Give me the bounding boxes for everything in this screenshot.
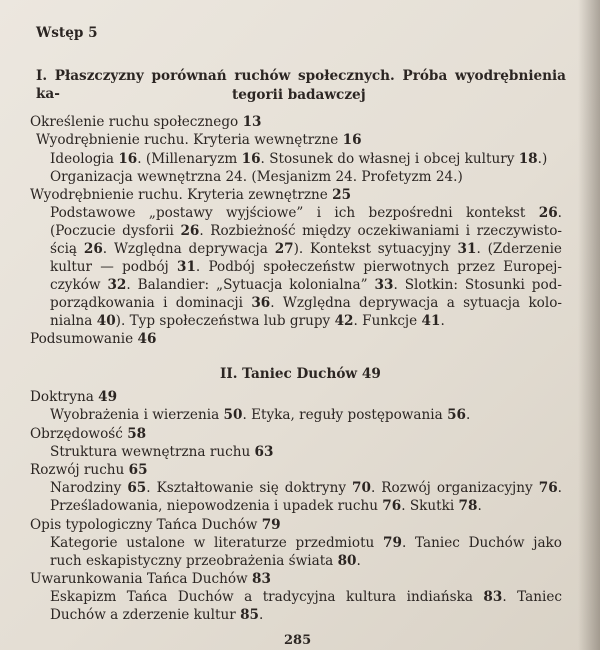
toc-subentry: czyków 32. Balandier: „Sytuacja kolonialna” 33. Slotkin: Stosunki pod- [50, 277, 562, 293]
toc-subentry: porządkowania i dominacji 36. Względna deprywacja a sytuacja kolo- [50, 295, 562, 311]
toc-entry: Wyodrębnienie ruchu. Kryteria wewnętrzne 16 [36, 132, 362, 148]
toc-subentry: Podstawowe „postawy wyjściowe” i ich bezpośredni kontekst 26. [50, 205, 562, 221]
toc-subentry: ścią 26. Względna deprywacja 27). Kontekst sytuacyjny 31. (Zderzenie [50, 241, 562, 257]
toc-subentry: Organizacja wewnętrzna 24. (Mesjanizm 24. Profetyzm 24.) [50, 169, 463, 185]
toc-subentry: Eskapizm Tańca Duchów a tradycyjna kultura indiańska 83. Taniec [50, 589, 563, 605]
page-number: 285 [284, 633, 312, 648]
toc-entry: Uwarunkowania Tańca Duchów 83 [30, 571, 271, 587]
toc-subentry: (Poczucie dysforii 26. Rozbieżność między oczekiwaniami i rzeczywisto- [50, 223, 562, 239]
toc-entry: Obrzędowość 58 [30, 426, 147, 442]
toc-subentry: Prześladowania, niepowodzenia i upadek ruchu 76. Skutki 78. [50, 498, 482, 514]
page-edge-shadow [578, 0, 600, 650]
chapter-2-title: II. Taniec Duchów 49 [220, 366, 381, 382]
toc-subentry: Struktura wewnętrzna ruchu 63 [50, 444, 274, 460]
toc-entry: Podsumowanie 46 [30, 331, 157, 347]
toc-entry: Wyodrębnienie ruchu. Kryteria zewnętrzne 25 [30, 187, 352, 203]
toc-subentry: kultur — podbój 31. Podbój społeczeństw pierwotnych przez Europej- [50, 259, 562, 275]
chapter-1-title-cont: tegorii badawczej [232, 87, 366, 103]
toc-subentry: nialna 40). Typ społeczeństwa lub grupy 42. Funkcje 41. [50, 313, 445, 329]
toc-subentry: Duchów a zderzenie kultur 85. [50, 607, 264, 623]
toc-entry: Opis typologiczny Tańca Duchów 79 [30, 517, 281, 533]
toc-subentry: ruch eskapistyczny przeobrażenia świata 80. [50, 553, 361, 569]
toc-intro: Wstęp 5 [36, 25, 98, 41]
toc-entry: Określenie ruchu społecznego 13 [30, 114, 262, 130]
toc-subentry: Wyobrażenia i wierzenia 50. Etyka, reguły postępowania 56. [50, 407, 471, 423]
chapter-1-title: I. Płaszczyzny porównań ruchów społecznych. Próba wyodrębnienia ka- [36, 68, 566, 102]
toc-subentry: Narodziny 65. Kształtowanie się doktryny 70. Rozwój organizacyjny 76. [50, 480, 562, 496]
toc-subentry: Ideologia 16. (Millenaryzm 16. Stosunek do własnej i obcej kultury 18.) [50, 151, 548, 167]
toc-subentry: Kategorie ustalone w literaturze przedmiotu 79. Taniec Duchów jako [50, 535, 562, 551]
toc-entry: Rozwój ruchu 65 [30, 462, 148, 478]
toc-entry: Doktryna 49 [30, 389, 118, 405]
